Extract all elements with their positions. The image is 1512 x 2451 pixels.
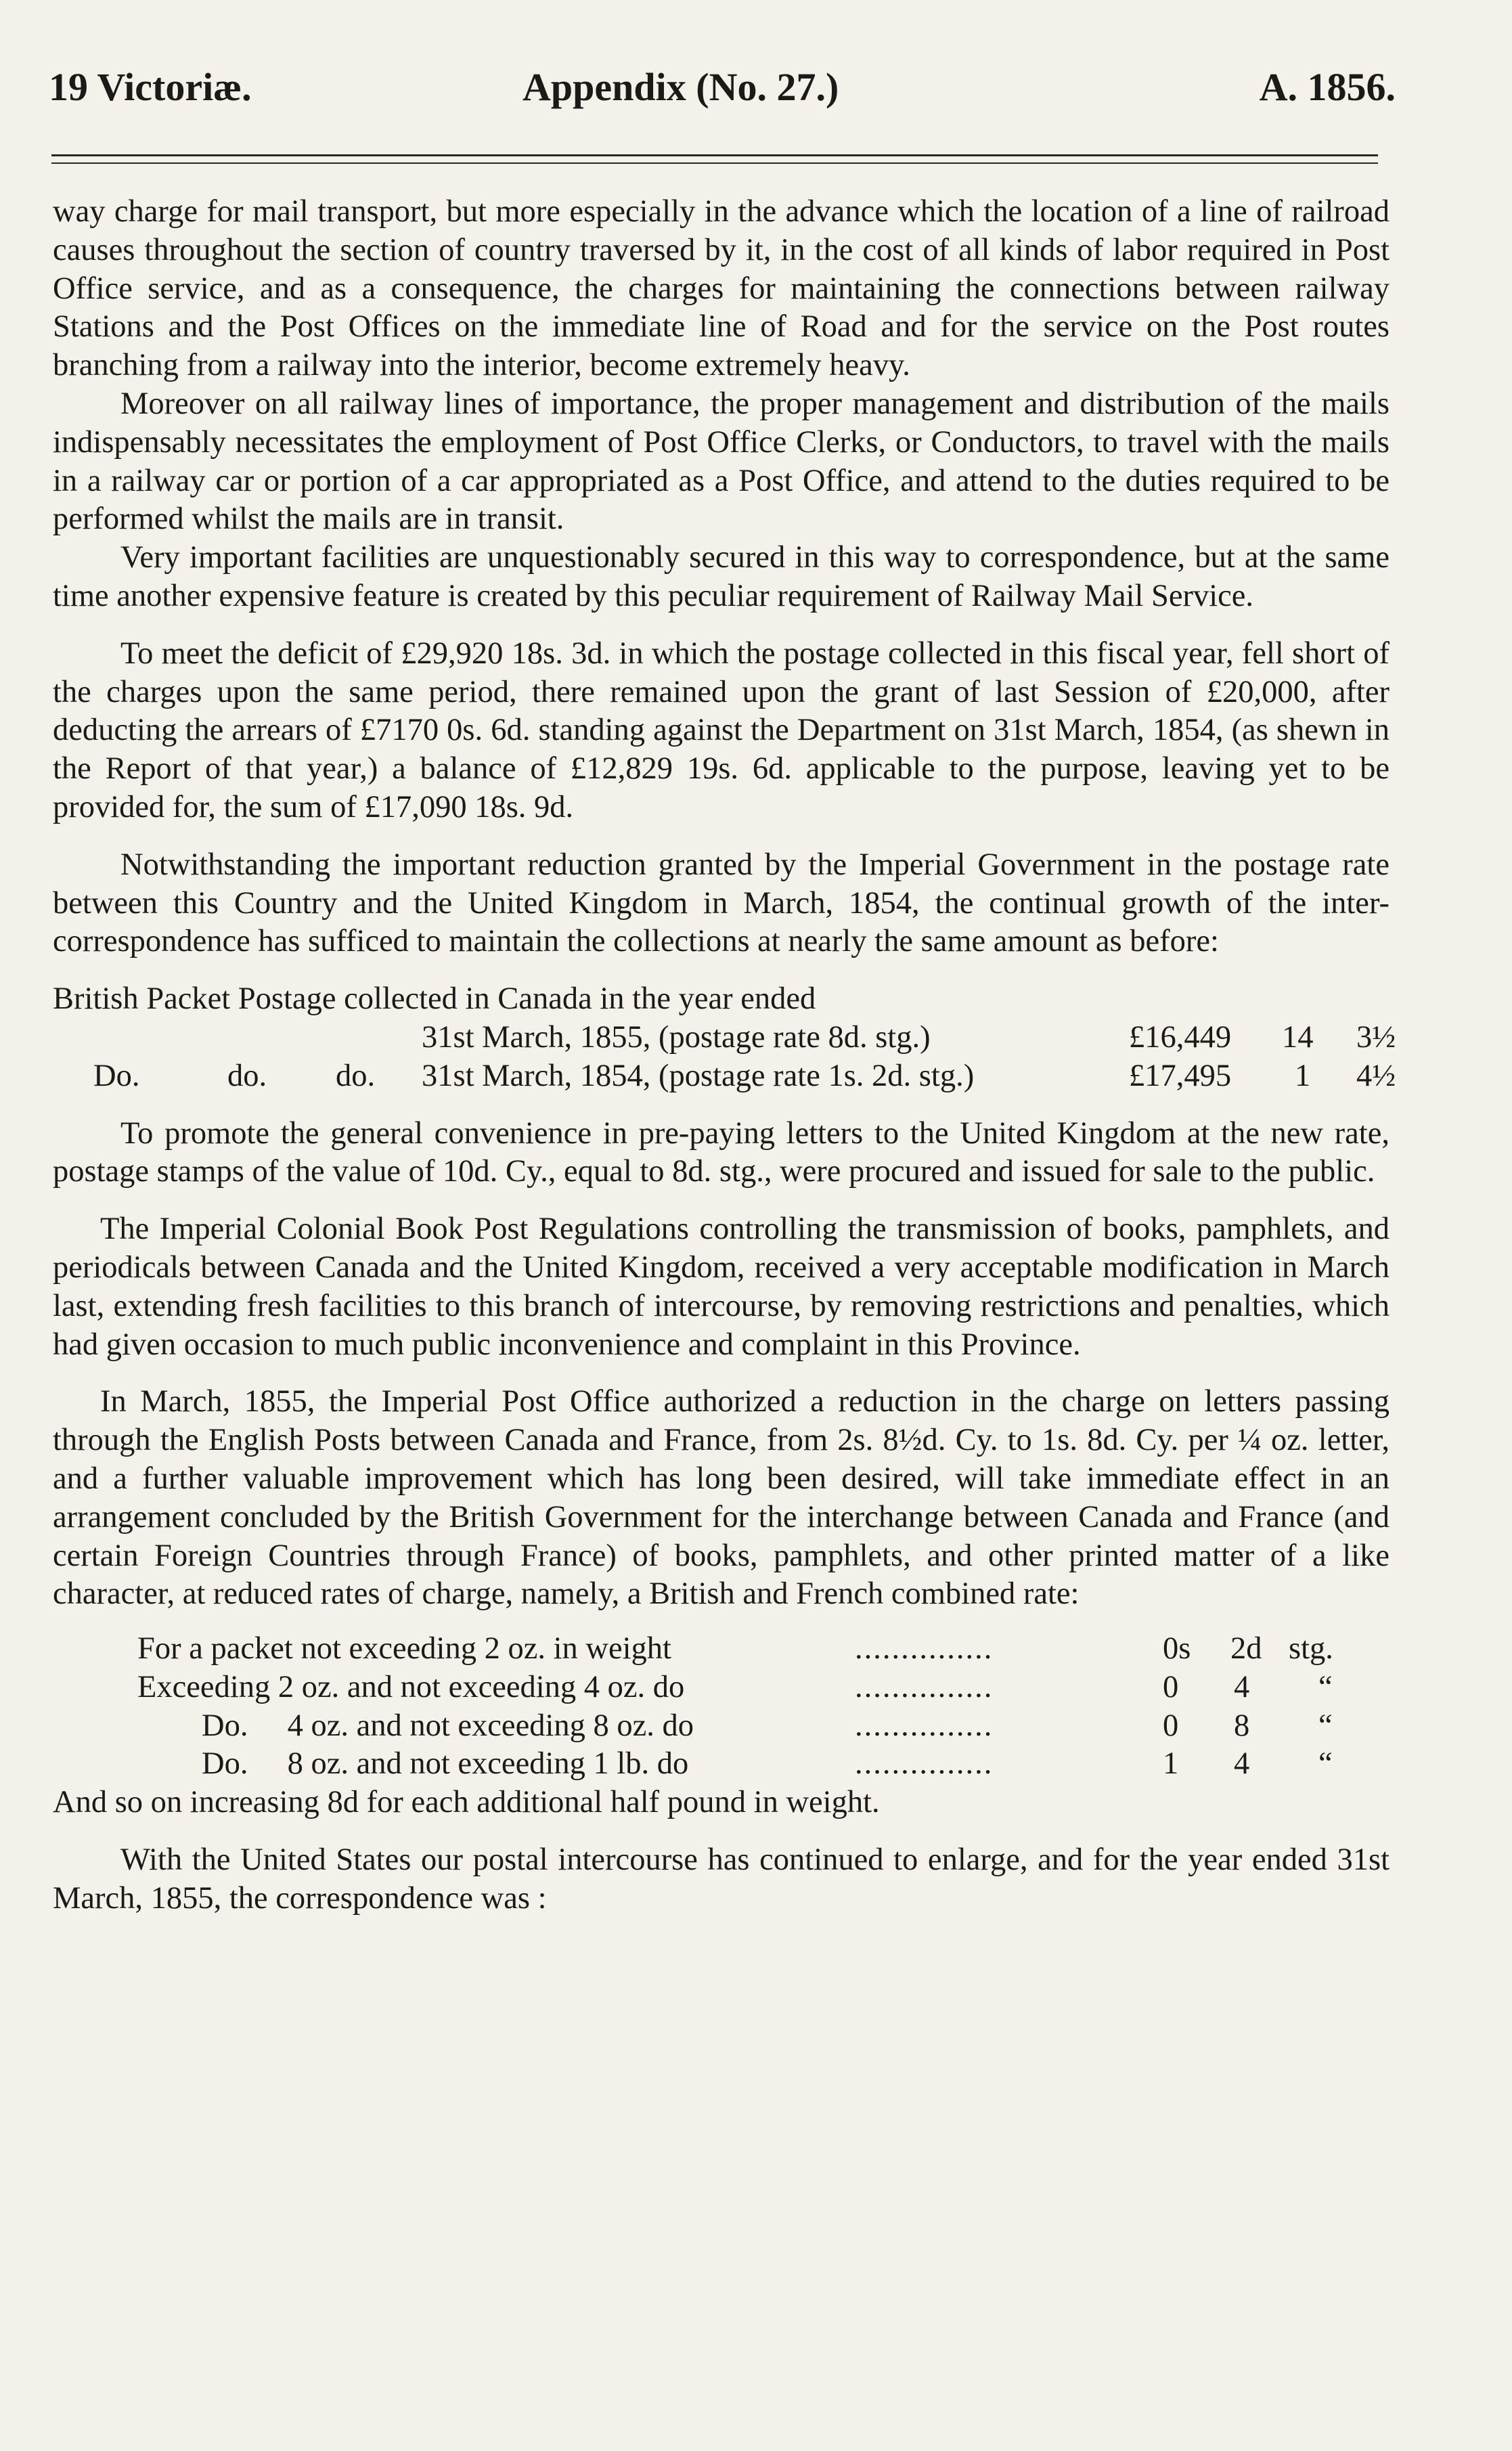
rate-unit: “ <box>1318 1708 1333 1743</box>
rate-leader-dots: ............... <box>855 1746 994 1782</box>
packet-row-1854-date: 31st March, 1854, (postage rate 1s. 2d. stg.) <box>422 1058 975 1093</box>
paragraph-book-post: The Imperial Colonial Book Post Regulations controlling the transmission of books, pamphlets, and periodicals between Canada and the United Kingdom, received a very acceptable modification in March last, extending fresh facilities to this branch of intercourse, by removing restrictions and penalties, which had given occasion to much public inconvenience and complaint in this Province. <box>53 1212 1389 1362</box>
book-post-rate-list <box>53 1630 1389 1784</box>
paragraph-facilities: Very important facilities are unquestionably secured in this way to correspondence, but at the same time another expensive feature is created by this peculiar requirement of Railway Mail Service. <box>53 540 1389 613</box>
packet-postage-block <box>53 980 1396 1095</box>
packet-row-1854-do3: do. <box>336 1058 376 1093</box>
paragraph-deficit: To meet the deficit of £29,920 18s. 3d. in which the postage collected in this fiscal year, fell short of the charges upon the same period, there remained upon the grant of last Session of £20,000, after deducting the arrears of £7170 0s. 6d. standing against the Department on 31st March, 1854, (as shewn in the Report of that year,) a balance of £12,829 19s. 6d. applicable to the purpose, leaving yet to be provided for, the sum of £17,090 18s. 9d. <box>53 636 1389 824</box>
header-session: 19 Victoriæ. <box>49 65 252 109</box>
rate-label: Do. 4 oz. and not exceeding 8 oz. do <box>202 1708 694 1743</box>
rate-leader-dots: ............... <box>855 1669 994 1704</box>
rate-row <box>53 1669 1389 1707</box>
paragraph-imperial-reduction: Notwithstanding the important reduction granted by the Imperial Government in the postage rate between this Country and the United Kingdom in March, 1854, the continual growth of the inter-correspondence has sufficed to maintain the collections at nearly the same amount as before: <box>53 847 1389 959</box>
paragraph-post-office-clerks: Moreover on all railway lines of importance, the proper management and distribution of the mails indispensably necessitates the employment of Post Office Clerks, or Conductors, to travel with the mails in a railway car or portion of a car appropriated as a Post Office, and attend to the duties required to be performed whilst the mails are in transit. <box>53 386 1389 537</box>
running-header <box>49 64 1396 112</box>
packet-row-1855-pounds: £16,449 <box>1129 1019 1232 1055</box>
packet-row-1854-do1: Do. <box>93 1058 140 1093</box>
packet-row-1855-pence: 3½ <box>1356 1019 1396 1055</box>
rate-pence: 4 <box>1234 1746 1250 1782</box>
packet-row-1855-shillings: 14 <box>1282 1019 1314 1055</box>
rate-shillings: 0 <box>1163 1669 1179 1704</box>
header-year: A. 1856. <box>1259 65 1396 109</box>
rate-unit: “ <box>1318 1669 1333 1704</box>
rate-pence: 2d <box>1230 1631 1262 1666</box>
packet-row-1855 <box>53 1019 1396 1057</box>
paragraph-postage-stamps: To promote the general convenience in pre-paying letters to the United Kingdom at the new rate, postage stamps of the value of 10d. Cy., equal to 8d. stg., were procured and issued for sale to the public. <box>53 1116 1389 1189</box>
rate-shillings: 0s <box>1163 1631 1191 1666</box>
rate-leader-dots: ............... <box>855 1631 994 1666</box>
rate-row <box>53 1630 1389 1669</box>
packet-row-1854-pounds: £17,495 <box>1129 1058 1232 1093</box>
rate-row <box>53 1745 1389 1784</box>
packet-row-1854-shillings: 1 <box>1295 1058 1311 1093</box>
report-body <box>53 193 1396 1918</box>
rate-row <box>53 1707 1389 1746</box>
header-rule-thin <box>51 162 1378 164</box>
packet-row-1855-date: 31st March, 1855, (postage rate 8d. stg.) <box>422 1019 931 1055</box>
rate-shillings: 1 <box>1163 1746 1179 1782</box>
packet-row-1854 <box>53 1057 1396 1096</box>
paragraph-railway-charges: way charge for mail transport, but more especially in the advance which the location of a line of railroad causes throughout the section of country traversed by it, in the cost of all kinds of labor required in Post Office service, and as a consequence, the charges for maintaining the connections between railway Stations and the Post Offices on the immediate line of Road and for the service on the Post routes branching from a railway into the interior, become extremely heavy. <box>53 194 1389 383</box>
rate-label: Do. 8 oz. and not exceeding 1 lb. do <box>202 1746 689 1782</box>
rate-label: Exceeding 2 oz. and not exceeding 4 oz. do <box>137 1669 685 1704</box>
paragraph-france-rates: In March, 1855, the Imperial Post Office authorized a reduction in the charge on letters passing through the English Posts between Canada and France, from 2s. 8½d. Cy. to 1s. 8d. Cy. per ¼ oz. letter, and a further valuable improvement which has long been desired, will take immediate effect in an arrangement concluded by the British Government for the interchange between Canada and France (and certain Foreign Countries through France) of books, pamphlets, and other printed matter of a like character, at reduced rates of charge, namely, a British and French combined rate: <box>53 1384 1389 1612</box>
header-appendix: Appendix (No. 27.) <box>522 65 839 109</box>
rate-leader-dots: ............... <box>855 1708 994 1743</box>
packet-postage-intro: British Packet Postage collected in Canada in the year ended <box>53 981 816 1017</box>
rate-label: For a packet not exceeding 2 oz. in weight <box>137 1631 671 1666</box>
paragraph-increasing-rate: And so on increasing 8d for each additional half pound in weight. <box>53 1785 880 1820</box>
paragraph-united-states: With the United States our postal intercourse has continued to enlarge, and for the year ended 31st March, 1855, the correspondence was : <box>53 1842 1389 1916</box>
packet-row-1854-do2: do. <box>227 1058 267 1093</box>
rate-pence: 8 <box>1234 1708 1250 1743</box>
rate-pence: 4 <box>1234 1669 1250 1704</box>
header-rule <box>51 154 1378 156</box>
rate-shillings: 0 <box>1163 1708 1179 1743</box>
rate-unit: “ <box>1318 1746 1333 1782</box>
rate-unit: stg. <box>1289 1631 1333 1666</box>
packet-row-1854-pence: 4½ <box>1356 1058 1396 1093</box>
